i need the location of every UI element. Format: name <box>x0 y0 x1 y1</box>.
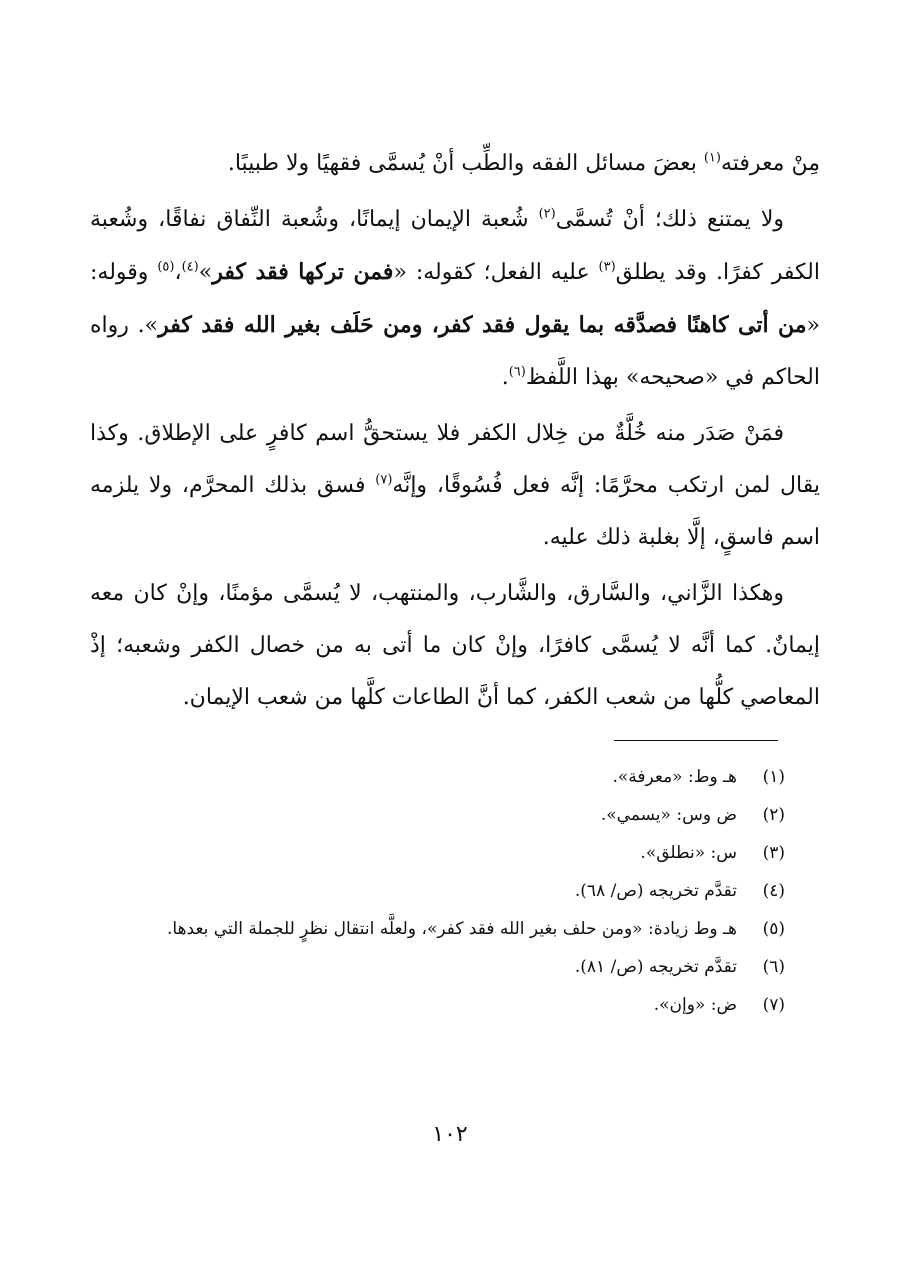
footnote-text: ض: «وإن». <box>653 995 737 1015</box>
footnote-number: (٤) <box>762 881 785 901</box>
footnote-7 <box>100 986 785 1024</box>
footnote-number: (٧) <box>762 995 785 1015</box>
footnote-text: ض وس: «يسمي». <box>600 805 737 825</box>
main-text <box>90 138 820 728</box>
footnote-ref-3[interactable]: (٣) <box>598 259 616 275</box>
footnote-ref-4[interactable]: (٤) <box>181 259 199 275</box>
footnote-text: س: «نطلق». <box>640 843 737 863</box>
footnote-1 <box>100 758 785 796</box>
hadith-quote-2: من أتى كاهنًا فصدَّقه بما يقول فقد كفر، ومن حَلَف بغير الله فقد كفر <box>158 312 807 338</box>
footnote-4 <box>100 872 785 910</box>
footnote-ref-1[interactable]: (١) <box>703 150 721 166</box>
hadith-quote-1: فمن تركها فقد كفر <box>212 259 394 285</box>
footnote-separator <box>614 740 778 741</box>
paragraph-3: فمَنْ صَدَر منه خُلَّةٌ من خِلال الكفر فلا يستحقُّ اسم كافرٍ على الإطلاق. وكذا يقال لمن ارتكب محرَّمًا: إنَّه فعل فُسُوقًا، وإنَّه$^{(٧)}$ فسق بذلك المحرَّم، ولا يلزمه اسم فاسقٍ، إلَّا بغلبة ذلك عليه. <box>90 421 821 550</box>
footnote-number: (١) <box>762 767 785 787</box>
page-number: ١٠٢ <box>432 1122 468 1147</box>
paragraph-4: وهكذا الزَّاني، والسَّارق، والشَّارب، والمنتهب، لا يُسمَّى مؤمنًا، وإنْ كان معه إيمانٌ. كما أنَّه لا يُسمَّى كافرًا، وإنْ كان ما أتى به من خصال الكفر وشعبه؛ إذْ المعاصي كلُّها من شعب الكفر، كما أنَّ الطاعات كلَّها من شعب الإيمان. <box>90 581 820 710</box>
footnote-number: (٦) <box>762 957 785 977</box>
footnote-text: هـ وط: «معرفة». <box>612 767 737 787</box>
footnote-3 <box>100 834 785 872</box>
footnote-text: تقدَّم تخريجه (ص/ ٨١). <box>574 957 737 977</box>
footnote-number: (٣) <box>762 843 785 863</box>
footnote-ref-2[interactable]: (٢) <box>538 206 556 222</box>
paragraph-2: ولا يمتنع ذلك؛ أنْ تُسمَّى$^{(٢)}$ شُعبة الإيمان إيمانًا، وشُعبة النِّفاق نفاقًا، وشُعبة الكفر كفرًا. وقد يطلق$^{(٣)}$ عليه الفعل؛ كقوله: «فمن تركها فقد كفر»$^{(٤)}$،$^{(٥)}$ وقوله: «من أتى كاهنًا فصدَّقه بما يقول فقد كفر، ومن حَلَف بغير الله فقد كفر». رواه الحاكم في «صحيحه» بهذا اللَّفظ$^{(٦)}$. <box>90 206 820 390</box>
footnote-ref-7[interactable]: (٧) <box>375 472 393 488</box>
footnote-number: (٥) <box>762 919 785 939</box>
footnote-text: هـ وط زيادة: «ومن حلف بغير الله فقد كفر»، ولعلَّه انتقال نظرٍ للجملة التي بعدها. <box>166 919 737 939</box>
footnote-number: (٢) <box>762 805 785 825</box>
footnote-ref-6[interactable]: (٦) <box>508 364 526 380</box>
paragraph-1: مِنْ معرفته$^{(١)}$ بعضَ مسائل الفقه والطِّب أنْ يُسمَّى فقهيًا ولا طبيبًا. <box>227 150 820 176</box>
footnote-text: تقدَّم تخريجه (ص/ ٦٨). <box>574 881 737 901</box>
footnote-2 <box>100 796 785 834</box>
footnote-6 <box>100 948 785 986</box>
footnote-ref-5[interactable]: (٥) <box>157 259 175 275</box>
footnotes <box>100 758 785 1024</box>
footnote-5 <box>100 910 785 948</box>
